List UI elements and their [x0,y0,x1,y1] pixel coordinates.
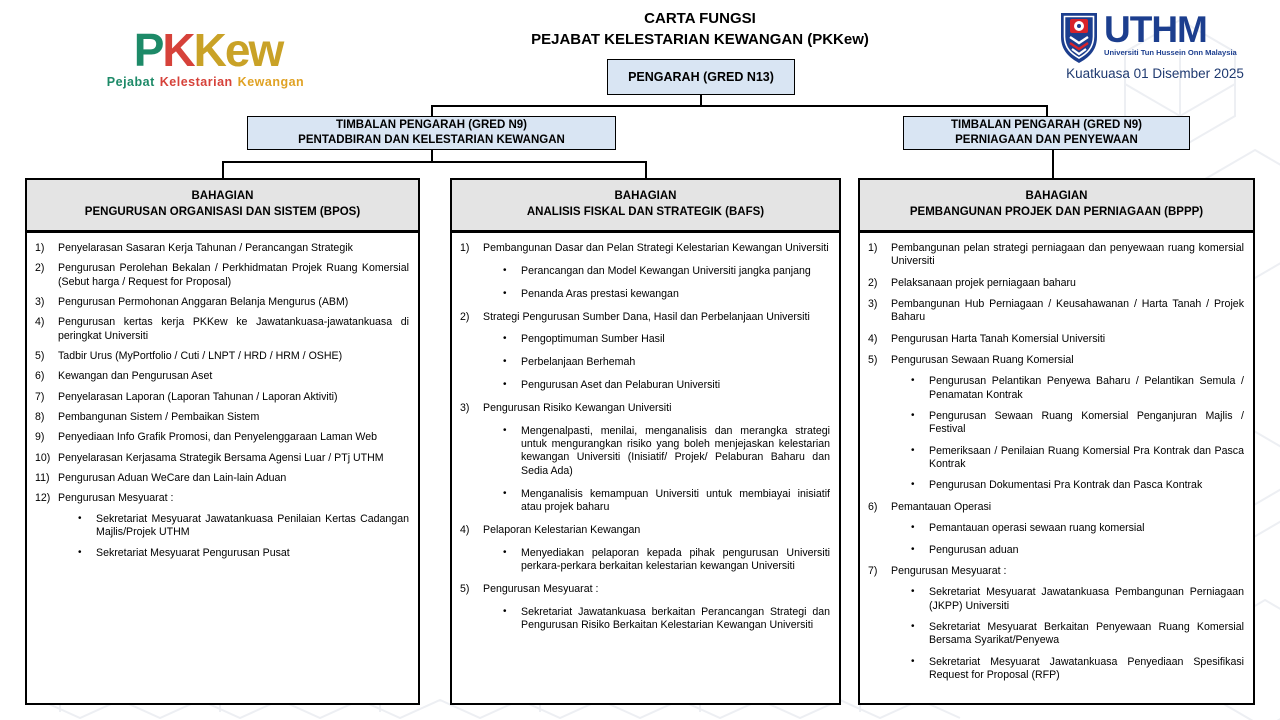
division-body-bppp [858,232,1255,705]
list-item: 3) Pembangunan Hub Perniagaan / Keusahawanan / Harta Tanah / Projek Baharu [868,298,1244,324]
list-item: 4) Pengurusan kertas kerja PKKew ke Jawatankuasa-jawatankuasa di peringkat Universiti [35,316,409,342]
page-title [390,8,1010,50]
deputy-admin-box [247,116,616,150]
uthm-logo [1058,9,1270,64]
list-item: 7) Pengurusan Mesyuarat : [868,564,1007,577]
division-header-line1: BAHAGIAN [191,190,254,203]
sub-list-item: • Sekretariat Mesyuarat Jawatankuasa Penyediaan Spesifikasi Request for Proposal (RFP) [911,655,1244,681]
sub-list-item: • Pengoptimuman Sumber Hasil [503,333,665,346]
sub-list-item: • Penanda Aras prestasi kewangan [503,287,679,300]
division-header-line2: ANALISIS FISKAL DAN STRATEGIK (BAFS) [526,206,765,218]
list-item: 1) Penyelarasan Sasaran Kerja Tahunan / Perancangan Strategik [35,242,353,254]
division-header-line2: PENGURUSAN ORGANISASI DAN SISTEM (BPOS) [84,206,361,218]
sub-list-item: • Menganalisis kemampuan Universiti untuk membiayai inisiatif atau projek baharu [503,487,830,513]
sub-list-item: • Perancangan dan Model Kewangan Universiti jangka panjang [503,264,811,277]
division-column-bafs [450,178,841,705]
director-box: PENGARAH (GRED N13) [607,59,795,95]
list-item: 10) Penyelarasan Kerjasama Strategik Bersama Agensi Luar / PTj UTHM [35,451,384,464]
uthm-logo-name: UTHM [1104,9,1207,50]
uthm-logo-subtitle: Universiti Tun Hussein Onn Malaysia [1104,48,1237,58]
list-item: 2) Strategi Pengurusan Sumber Dana, Hasil dan Perbelanjaan Universiti [460,310,810,323]
sub-list-item: • Pengurusan Pelantikan Penyewa Baharu / Pelantikan Semula / Penamatan Kontrak [911,375,1244,401]
sub-list-item: • Sekretariat Jawatankuasa berkaitan Perancangan Strategi dan Pengurusan Risiko Berkaitan Kelestarian Kewangan Universiti [503,605,830,632]
division-header-line1: BAHAGIAN [614,190,677,203]
sub-list-item: • Perbelanjaan Berhemah [503,356,636,369]
division-header-line2: PEMBANGUNAN PROJEK DAN PERNIAGAAN (BPPP) [909,206,1204,218]
division-header-bpos [25,178,420,232]
sub-list-item: • Sekretariat Mesyuarat Jawatankuasa Penilaian Kertas Cadangan Majlis/Projek UTHM [78,512,409,539]
sub-list-item: • Pemeriksaan / Penilaian Ruang Komersial Pra Kontrak dan Pasca Kontrak [911,444,1244,471]
division-column-bpos [25,178,420,705]
list-item: 3) Pengurusan Risiko Kewangan Universiti [460,401,672,414]
connector-line [645,161,647,178]
pkkew-logo-tagline: Pejabat Kelestarian Kewangan [106,75,305,90]
sub-list-item: • Pengurusan Aset dan Pelaburan Universiti [503,379,721,392]
deputy-business-line1: TIMBALAN PENGARAH (GRED N9) [950,119,1143,132]
list-item: 9) Penyediaan Info Grafik Promosi, dan Penyelenggaraan Laman Web [35,431,377,444]
connector-line [222,161,224,178]
list-item: 12) Pengurusan Mesyuarat : [35,492,174,505]
page-title-line1: CARTA FUNGSI [644,10,756,27]
deputy-business-box [903,116,1190,150]
connector-line [431,105,1047,107]
division-header-bppp [858,178,1255,232]
sub-list-item: • Pemantauan operasi sewaan ruang komersial [911,522,1145,535]
sub-list-item: • Sekretariat Mesyuarat Pengurusan Pusat [78,546,290,559]
division-column-bppp [858,178,1255,705]
division-header-line1: BAHAGIAN [1025,190,1088,203]
list-item: 4) Pelaporan Kelestarian Kewangan [460,523,641,536]
list-item: 5) Pengurusan Mesyuarat : [460,582,599,595]
list-item: 4) Pengurusan Harta Tanah Komersial Universiti [868,332,1106,345]
division-body-bpos [25,232,420,705]
connector-line [1052,150,1054,178]
list-item: 1) Pembangunan pelan strategi perniagaan dan penyewaan ruang komersial Universiti [868,242,1244,268]
effective-date: Kuatkuasa 01 Disember 2025 [1066,66,1244,81]
list-item: 7) Penyelarasan Laporan (Laporan Tahunan / Laporan Aktiviti) [35,390,338,403]
list-item: 11) Pengurusan Aduan WeCare dan Lain-lain Aduan [35,472,287,485]
list-item: 5) Tadbir Urus (MyPortfolio / Cuti / LNPT / HRD / HRM / OSHE) [35,350,343,363]
deputy-admin-line1: TIMBALAN PENGARAH (GRED N9) [335,119,528,132]
sub-list-item: • Mengenalpasti, menilai, menganalisis dan merangka strategi untuk mengurangkan risiko yang boleh menjejaskan kelestarian kewangan Universiti (Inisiatif/ Projek/ Pelaburan Baharu dan Sedia Ada) [503,424,830,477]
sub-list-item: • Sekretariat Mesyuarat Jawatankuasa Pembangunan Perniagaan (JKPP) Universiti [911,586,1244,612]
page-title-line2: PEJABAT KELESTARIAN KEWANGAN (PKKew) [531,31,869,48]
deputy-admin-line2: PENTADBIRAN DAN KELESTARIAN KEWANGAN [298,134,565,146]
list-item: 6) Pemantauan Operasi [868,500,992,513]
list-item: 2) Pelaksanaan projek perniagaan baharu [868,276,1076,289]
list-item: 6) Kewangan dan Pengurusan Aset [35,370,213,383]
list-item: 5) Pengurusan Sewaan Ruang Komersial [868,354,1074,367]
division-header-bafs [450,178,841,232]
list-item: 3) Pengurusan Permohonan Anggaran Belanja Mengurus (ABM) [35,296,349,309]
sub-list-item: • Menyediakan pelaporan kepada pihak pengurusan Universiti perkara-perkara berkaitan kelestarian kewangan Universiti [503,546,830,572]
list-item: 8) Pembangunan Sistem / Pembaikan Sistem [35,411,260,424]
pkkew-logo-wordmark: PKKew [133,24,283,76]
sub-list-item: • Sekretariat Mesyuarat Berkaitan Penyewaan Ruang Komersial Bersama Syarikat/Penyewa [911,620,1244,647]
list-item: 2) Pengurusan Perolehan Bekalan / Perkhidmatan Projek Ruang Komersial (Sebut harga / Request for Proposal) [35,262,409,288]
pkkew-logo [88,26,328,89]
list-item: 1) Pembangunan Dasar dan Pelan Strategi Kelestarian Kewangan Universiti [460,242,829,254]
uthm-shield-icon [1058,12,1100,64]
connector-line [222,161,646,163]
deputy-business-line2: PERNIAGAAN DAN PENYEWAAN [955,134,1138,146]
sub-list-item: • Pengurusan Sewaan Ruang Komersial Penganjuran Majlis / Festival [911,410,1244,436]
division-body-bafs [450,232,841,705]
sub-list-item: • Pengurusan Dokumentasi Pra Kontrak dan Pasca Kontrak [911,479,1203,492]
sub-list-item: • Pengurusan aduan [911,543,1019,556]
